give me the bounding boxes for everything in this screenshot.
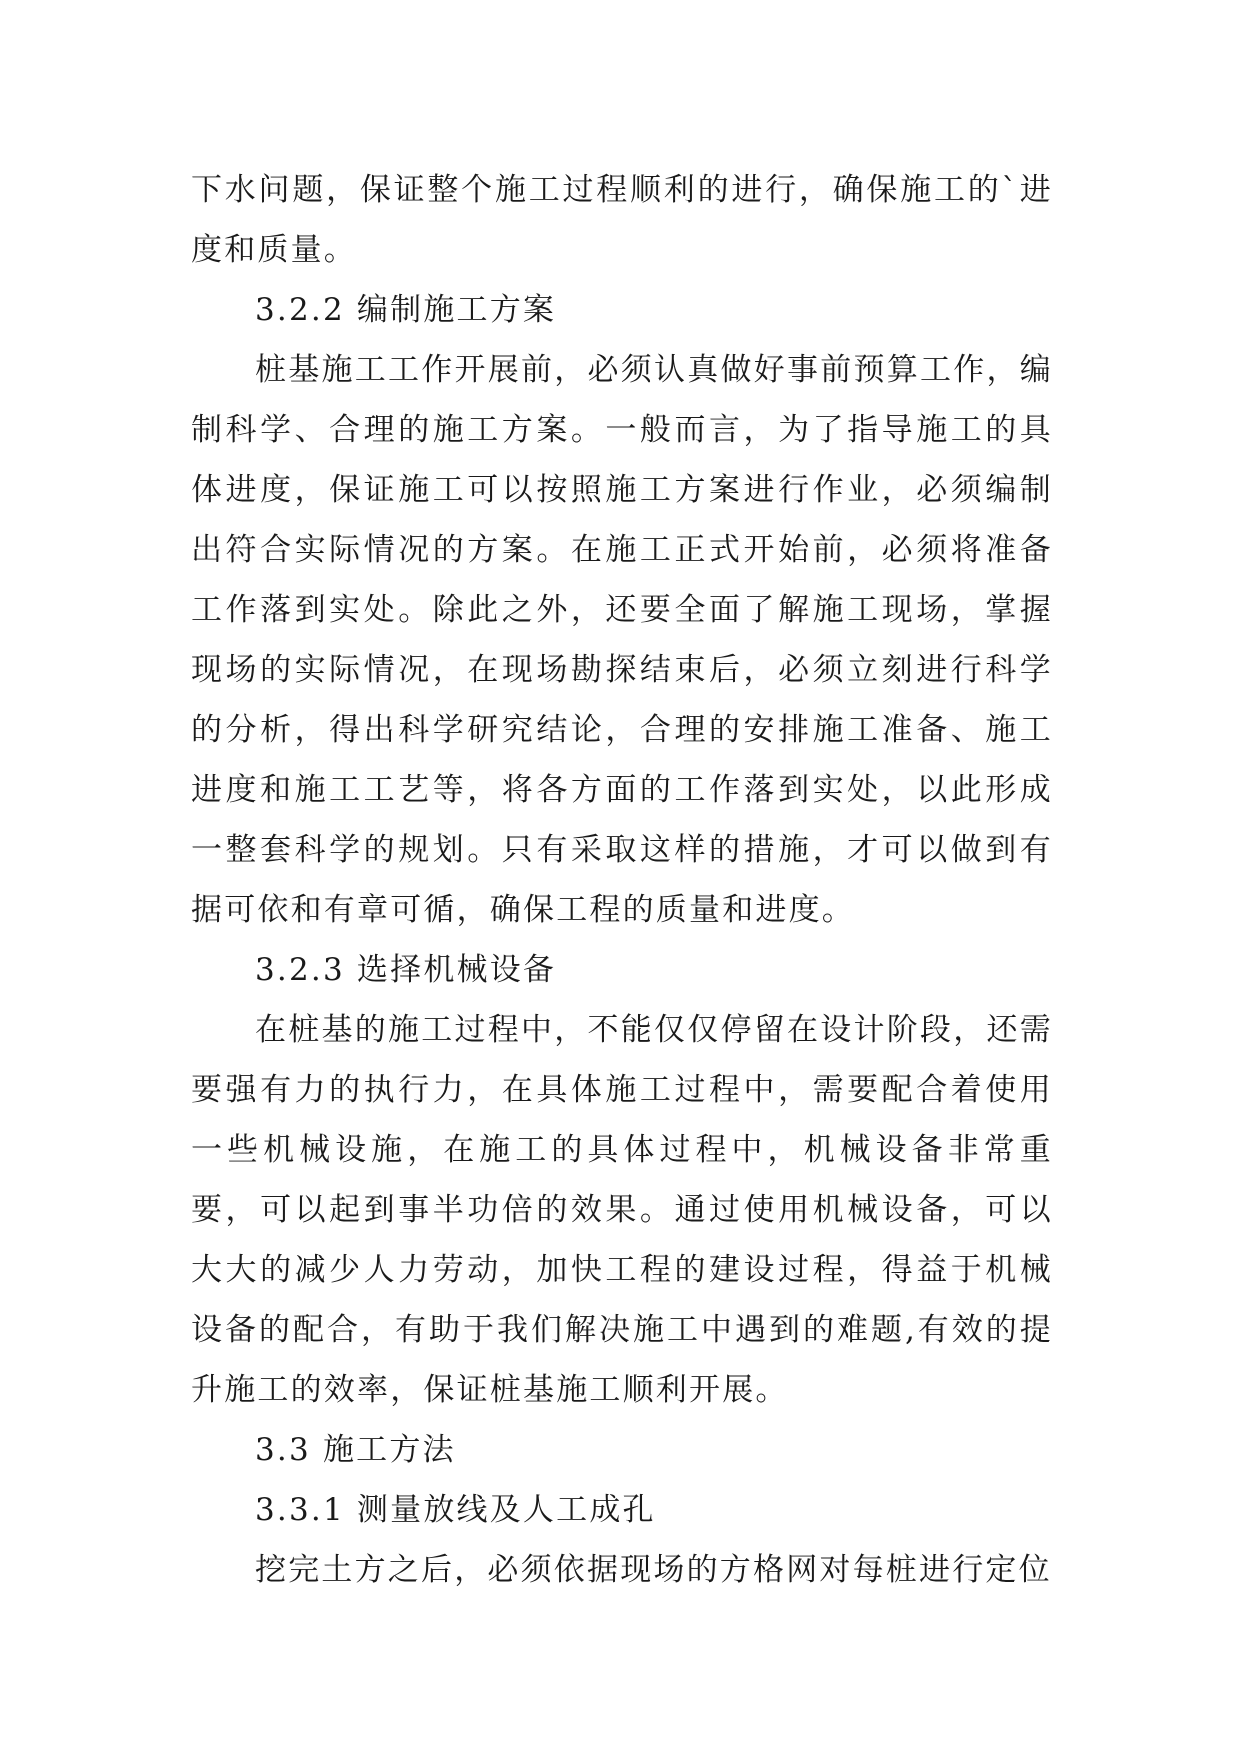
heading-3-2-3: 3.2.3 选择机械设备 [255,952,557,988]
paragraph-machinery: 在桩基的施工过程中，不能仅仅停留在设计阶段，还需要强有力的执行力，在具体施工过程中，需要配合着使用一些机械设施，在施工的具体过程中，机械设备非常重要，可以起到事半功倍的效果。通过使用机械设备，可以大大的减少人力劳动，加快工程的建设过程，得益于机械设备的配合，有助于我们解决施工中遇到的难题,有效的提升施工的效率，保证桩基施工顺利开展。 [191,1012,1053,1408]
paragraph-construction-plan: 桩基施工工作开展前，必须认真做好事前预算工作，编制科学、合理的施工方案。一般而言，为了指导施工的具体进度，保证施工可以按照施工方案进行作业，必须编制出符合实际情况的方案。在施工正式开始前，必须将准备工作落到实处。除此之外，还要全面了解施工现场，掌握现场的实际情况，在现场勘探结束后，必须立刻进行科学的分析，得出科学研究结论，合理的安排施工准备、施工进度和施工工艺等，将各方面的工作落到实处，以此形成一整套科学的规划。只有采取这样的措施，才可以做到有据可依和有章可循，确保工程的质量和进度。 [191,352,1053,928]
heading-3-2-2: 3.2.2 编制施工方案 [255,292,557,328]
document-body [191,160,1053,1600]
paragraph-continuation: 下水问题，保证整个施工过程顺利的进行，确保施工的`进度和质量。 [191,172,1053,268]
heading-3-3-1: 3.3.1 测量放线及人工成孔 [255,1492,656,1528]
heading-3-3: 3.3 施工方法 [255,1432,456,1468]
paragraph-survey: 挖完土方之后，必须依据现场的方格网对每桩进行定位 [255,1552,1052,1588]
